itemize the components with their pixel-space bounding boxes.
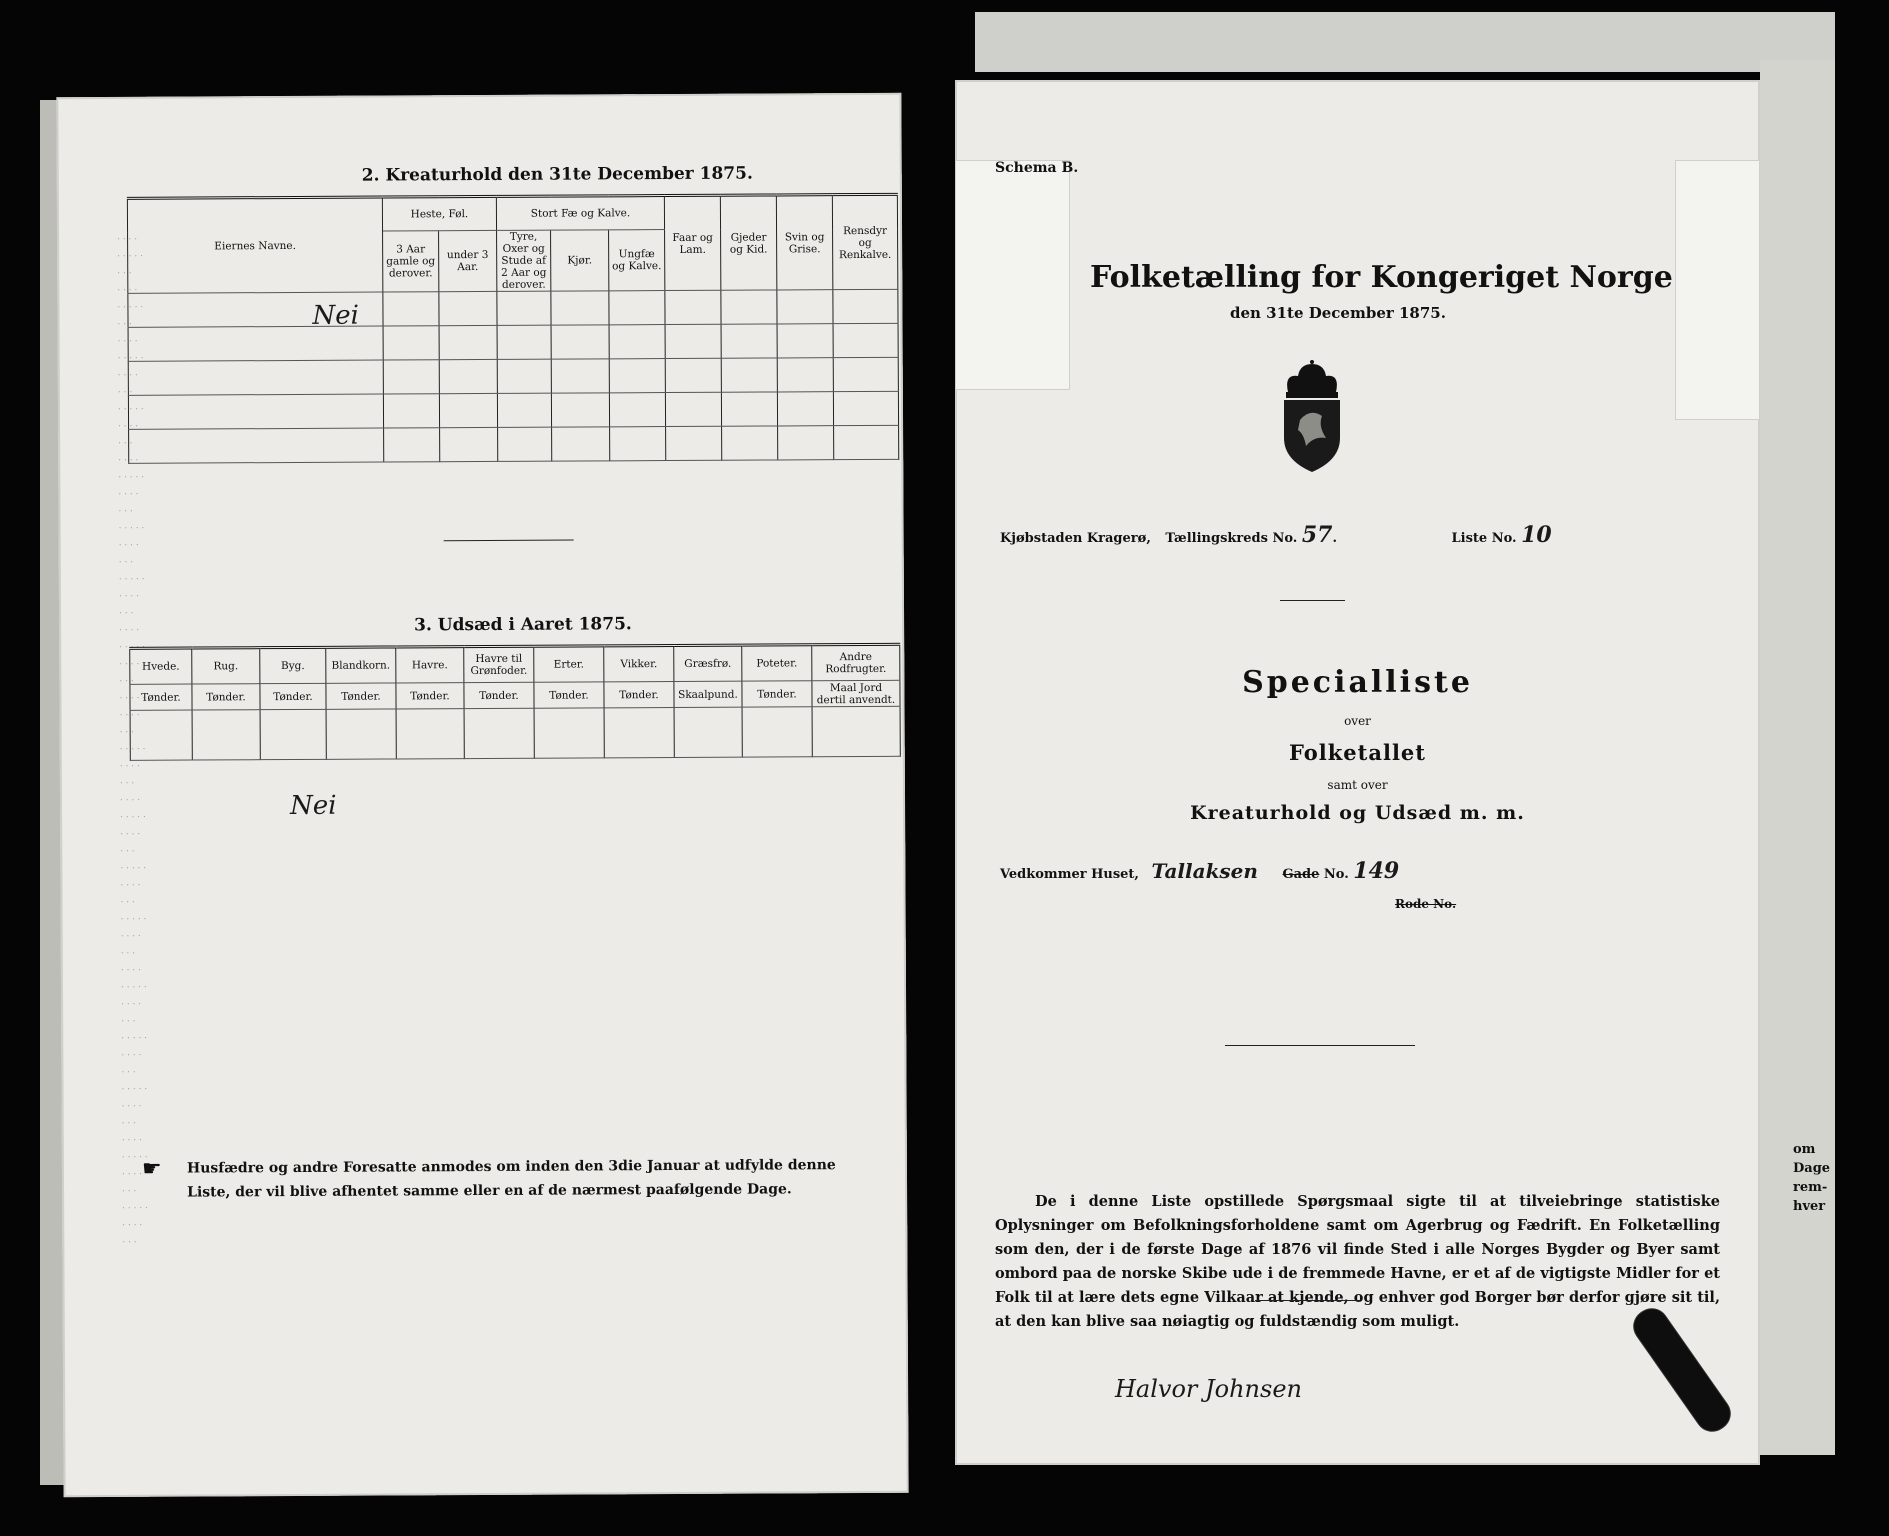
bleed-through-text: · · · · · · · · · · · · · · · · · · · · · · · · · · · · · · · · · · · · · · · · · · · · · · · · · · · · · · · · · · · · · · · · · · · · · · · · · · · · · · · · · · · · · · · · · · · · · · · · · · · · · · · · · · · · · · · · · · · · · · · · · · · · · · · · · · · · · · · · · · · · · · · · · · · · · · · · · · · · · · · · · · · · · · · · · · · · · · · · · · · · · · · · · · · · · · · · · · · · · · · · · · · · · · · · · · · · · · · · · · · · · · · · · · · · · · · · · · · · · · · · [117,234,148,1248]
pointing-hand-icon: ☛ [141,1156,162,1182]
header-fae-sub1: Tyre, Oxer og Stude af 2 Aar og derover. [497,230,551,291]
kjobstad-value: Kragerø [1086,531,1147,546]
divider [1280,600,1345,601]
sowing-col-unit: Tønder. [604,681,674,707]
location-line: Kjøbstaden Kragerø, Tællingskreds No. 57. Liste No. 10 [1000,522,1552,548]
kreds-value: 57 [1301,522,1333,548]
overlapping-sheet [1675,160,1760,420]
sowing-table [129,643,901,761]
samt-over-text: samt over [1327,778,1388,792]
right-page [955,80,1760,1465]
sowing-col-unit: Tønder. [326,683,396,709]
section2-title: 2. Kreaturhold den 31te December 1875. [361,163,753,186]
rode-label: Rode No. [1395,897,1457,911]
page-edge-top [975,12,1835,72]
house-label: Vedkommer Huset, [1000,867,1139,882]
gade-label: Gade [1282,867,1320,882]
sowing-col-name: Vikker. [604,645,674,681]
main-title: Folketælling for Kongeriget Norge [1090,260,1673,295]
header-heste: Heste, Føl. [382,196,496,231]
sowing-col-name: Havre til Grønfoder. [464,646,534,682]
header-fae-sub3: Ungfæ og Kalve. [609,230,665,291]
divider [1255,1300,1360,1301]
sowing-col-unit: Tønder. [192,684,260,710]
sowing-col-name: Græsfrø. [674,645,742,681]
house-line [1000,858,1399,884]
header-rensdyr: Rensdyr og Renkalve. [832,194,897,289]
sowing-col-name: Rug. [192,648,260,684]
header-svin: Svin og Grise. [776,195,832,290]
sowing-col-unit: Tønder. [396,683,464,709]
sowing-col-name: Poteter. [742,645,812,681]
header-heste-sub1: 3 Aar gamle og derover. [383,231,439,292]
header-eiernes-navne: Eiernes Navne. [127,197,382,293]
header-faar: Faar og Lam. [664,195,720,290]
kreds-label: Tællingskreds No. [1165,531,1298,546]
divider [1225,1045,1415,1046]
table-row [130,706,900,760]
livestock-table [127,193,899,464]
left-page [56,93,908,1497]
header-gjeder: Gjeder og Kid. [720,195,776,290]
liste-label: Liste No. [1451,531,1517,546]
coat-of-arms-icon [1270,360,1355,475]
sowing-col-unit: Tønder. [742,681,812,707]
header-fae-sub2: Kjør. [551,230,609,291]
no-label: No. [1323,867,1349,882]
sowing-col-unit: Tønder. [464,682,534,708]
schema-label: Schema B. [995,160,1079,176]
sowing-col-name: Havre. [396,647,464,683]
sowing-col-name: Blandkorn. [326,647,396,683]
specialliste-title: Specialliste [1242,665,1473,700]
table-row [128,323,898,361]
page-edge-right [1760,60,1835,1455]
divider [444,540,574,542]
date-subtitle: den 31te December 1875. [1230,304,1446,322]
handwritten-nei-sowing: Nei [289,790,337,822]
header-stort-fae: Stort Fæ og Kalve. [496,196,664,231]
signature: Halvor Johnsen [1115,1375,1302,1403]
sowing-col-unit: Skaalpund. [674,681,742,707]
edge-text: om Dage rem- hver [1793,1142,1831,1214]
liste-value: 10 [1521,522,1552,548]
notice-text: Husfædre og andre Foresatte anmodes om inden den 3die Januar at udfylde denne Liste, der vil blive afhentet samme eller en af de nærmest paafølgende Dage. [186,1157,836,1201]
sowing-col-unit: Maal Jord dertil anvendt. [812,680,900,706]
sowing-col-unit: Tønder. [260,683,326,709]
table-row [128,357,898,395]
table-row [128,391,898,429]
house-no-value: 149 [1353,858,1400,884]
sowing-col-name: Andre Rodfrugter. [812,644,900,680]
kjobstad-label: Kjøbstaden [1000,531,1083,546]
sowing-col-name: Erter. [534,646,604,682]
explanation-paragraph: De i denne Liste opstillede Spørgsmaal sigte til at tilveiebringe statistiske Oplysninger om Befolkningsforholdene samt om Agerbrug og Fædrift. En Folketælling som den, der i de første Dage af 1876 vil finde Sted i alle Norges Bygder og Byer samt ombord paa de norske Skibe ude i de fremmede Havne, er et af de vigtigste Midler for et Folk til at lære dets egne Vilkaar at kjende, og enhver god Borger bør derfor gjøre sit til, at den kan blive saa nøiagtig og fuldstændig som muligt. [995,1193,1720,1330]
folketallet-text: Folketallet [1289,740,1426,765]
header-heste-sub2: under 3 Aar. [439,230,497,291]
table-row [129,425,899,463]
kreaturhold-text: Kreaturhold og Udsæd m. m. [1190,802,1525,824]
street-value: Tallaksen [1151,859,1258,883]
handwritten-nei-livestock: Nei [312,300,360,331]
sowing-col-name: Byg. [260,647,326,683]
sowing-col-name: Hvede. [130,648,192,684]
sowing-col-unit: Tønder. [534,682,604,708]
sowing-col-unit: Tønder. [130,684,192,710]
table-row [128,289,898,327]
section3-title: 3. Udsæd i Aaret 1875. [414,614,632,636]
overlapping-sheet [955,160,1070,390]
over-text: over [1344,714,1371,728]
